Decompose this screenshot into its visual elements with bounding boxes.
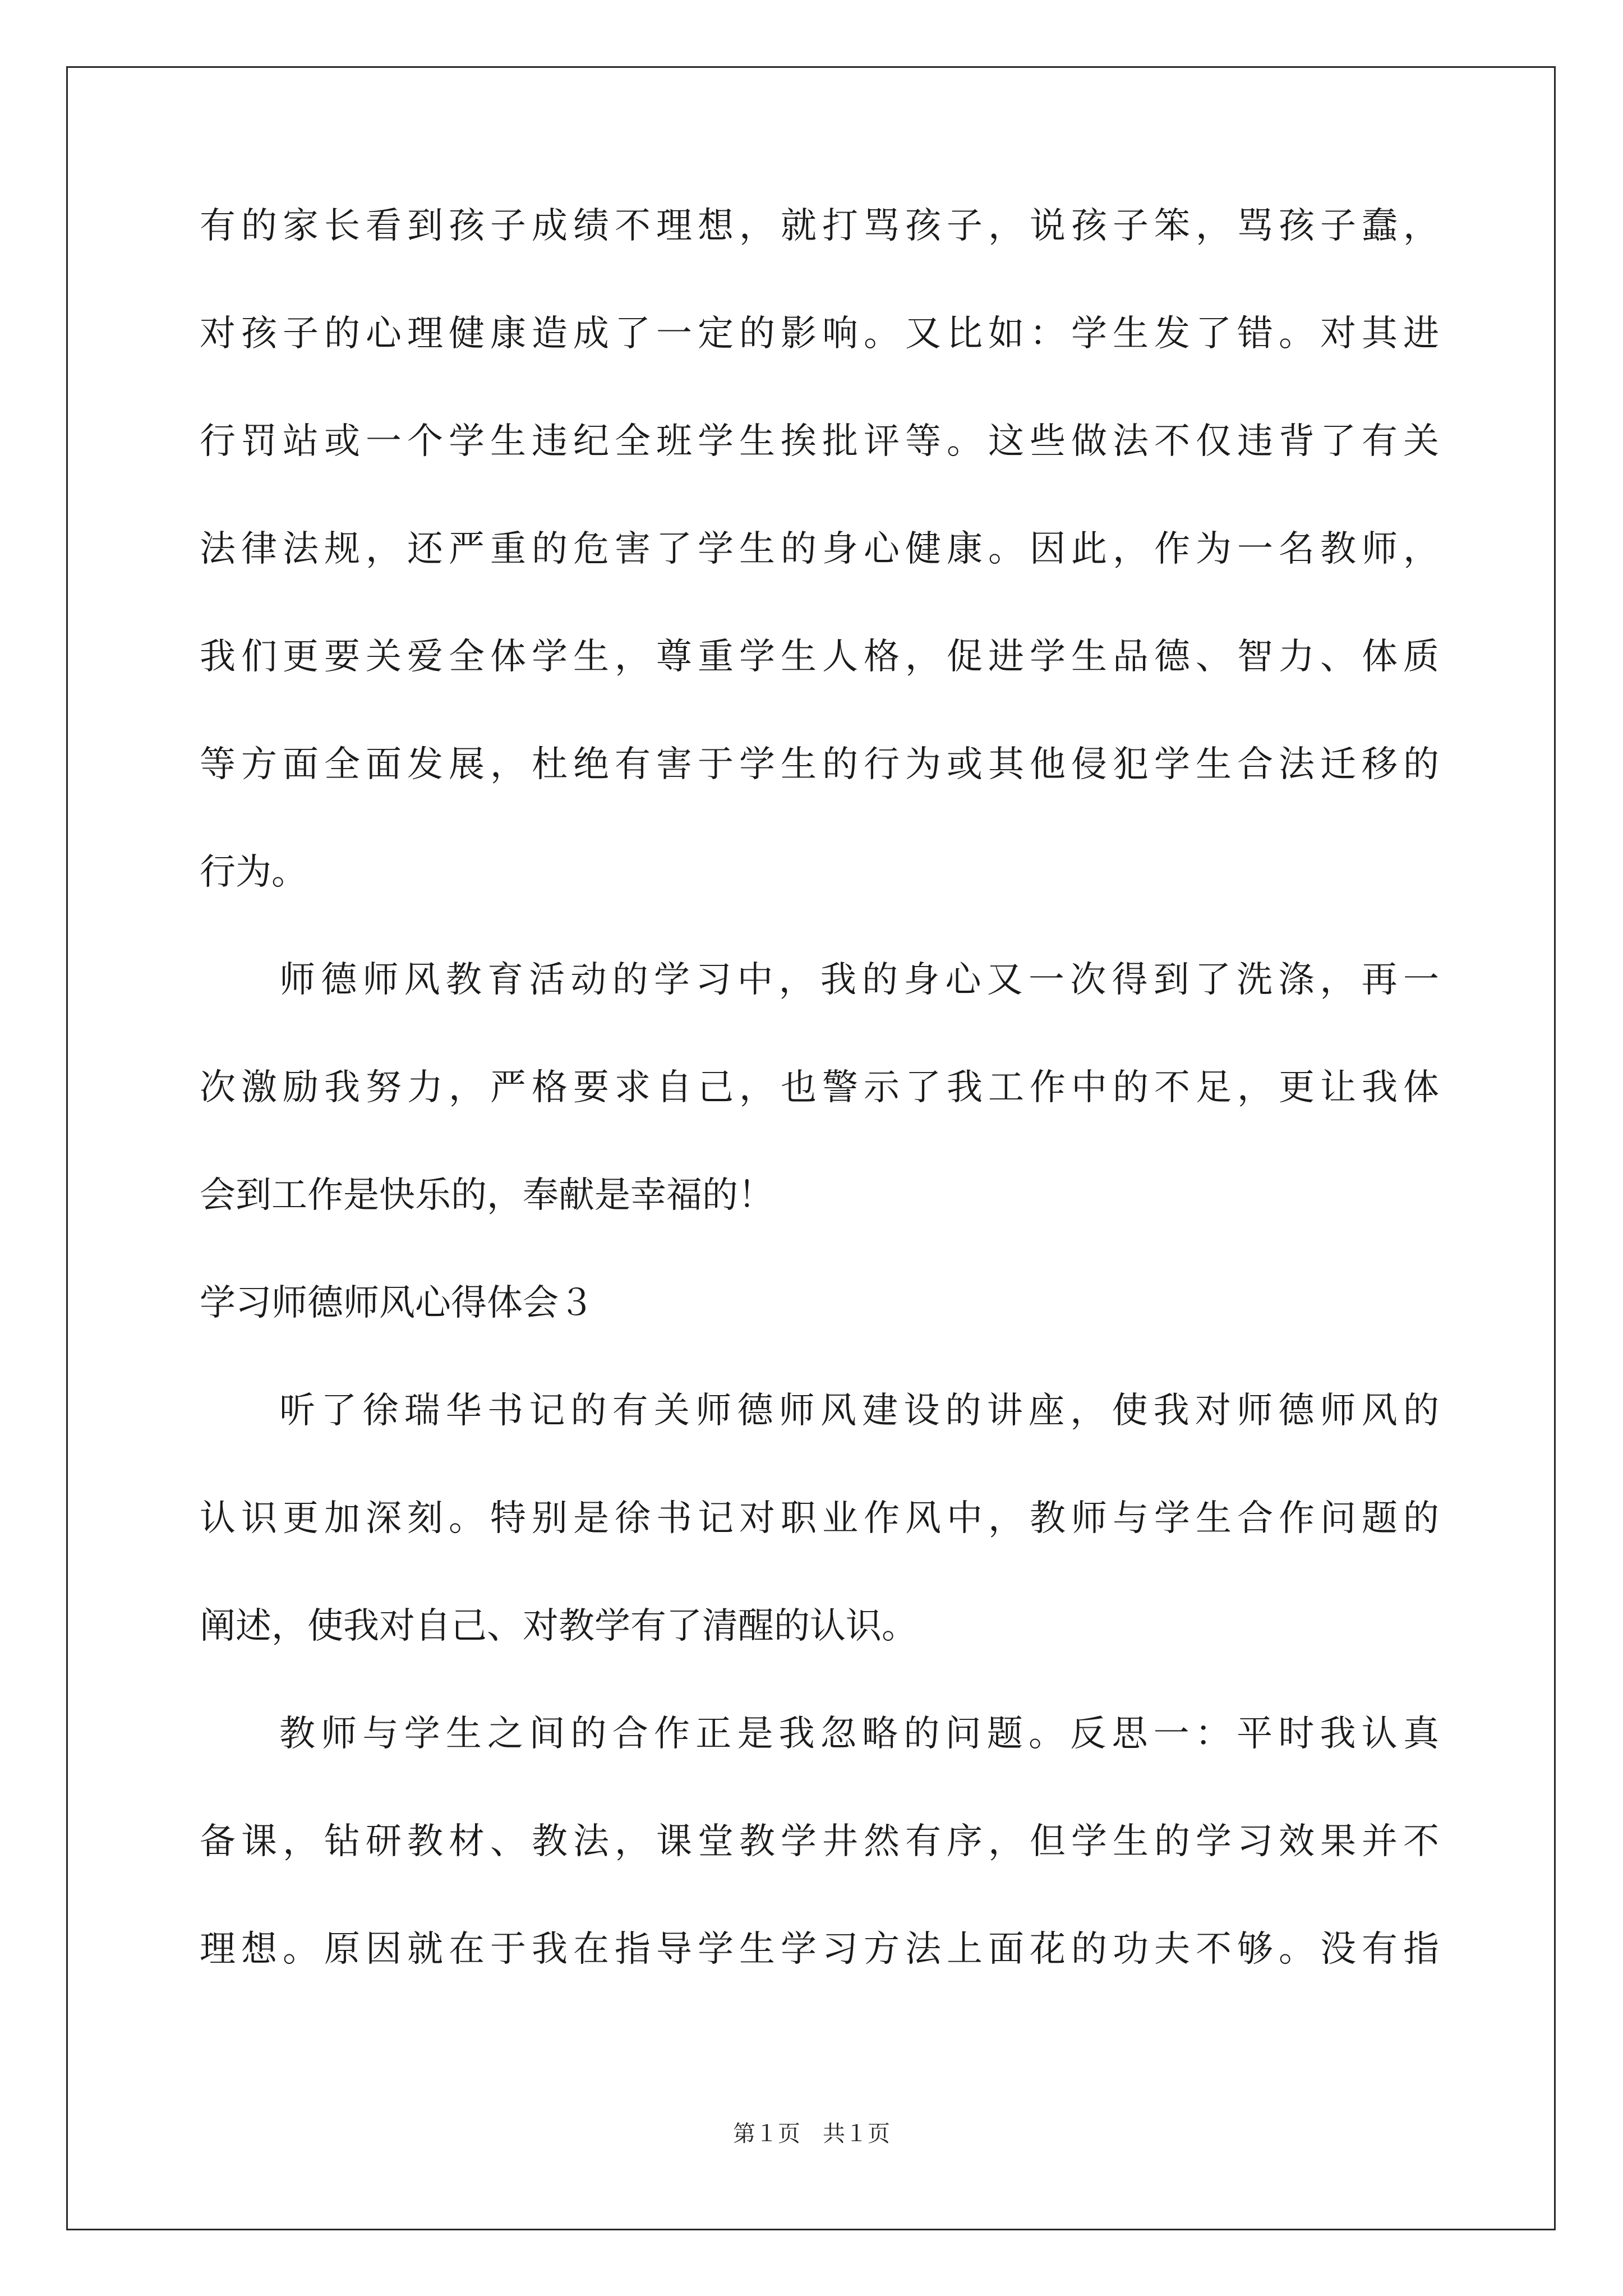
text-line: 我们更要关爱全体学生，尊重学生人格，促进学生品德、智力、体质: [200, 636, 1439, 678]
text-line: 理想。原因就在于我在指导学生学习方法上面花的功夫不够。没有指: [200, 1929, 1439, 1970]
paragraph-start-line: 师德师风教育活动的学习中，我的身心又一次得到了洗涤，再一: [279, 959, 1439, 1001]
text-line: 法律法规，还严重的危害了学生的身心健康。因此，作为一名教师，: [200, 528, 1439, 570]
text-line: 备课，钻研教材、教法，课堂教学井然有序，但学生的学习效果并不: [200, 1821, 1439, 1862]
paragraph-start-line: 教师与学生之间的合作正是我忽略的问题。反思一：平时我认真: [279, 1713, 1439, 1755]
text-line: 有的家长看到孩子成绩不理想，就打骂孩子，说孩子笨，骂孩子蠢，: [200, 205, 1439, 247]
paragraph-start-line: 听了徐瑞华书记的有关师德师风建设的讲座，使我对师德师风的: [279, 1390, 1439, 1432]
page-footer: 第１页 共１页: [733, 2121, 890, 2147]
text-line: 会到工作是快乐的，奉献是幸福的！: [200, 1175, 774, 1216]
text-line: 对孩子的心理健康造成了一定的影响。又比如：学生发了错。对其进: [200, 313, 1439, 355]
document-body: [200, 199, 1439, 2030]
section-heading: 学习师德师风心得体会３: [200, 1282, 594, 1324]
text-line: 等方面全面发展，杜绝有害于学生的行为或其他侵犯学生合法迁移的: [200, 744, 1439, 785]
text-line: 行为。: [200, 852, 307, 893]
text-line: 阐述，使我对自己、对教学有了清醒的认识。: [200, 1605, 917, 1647]
text-line: 行罚站或一个学生违纪全班学生挨批评等。这些做法不仅违背了有关: [200, 421, 1439, 462]
text-line: 次激励我努力，严格要求自己，也警示了我工作中的不足，更让我体: [200, 1067, 1439, 1108]
text-line: 认识更加深刻。特别是徐书记对职业作风中，教师与学生合作问题的: [200, 1498, 1439, 1539]
